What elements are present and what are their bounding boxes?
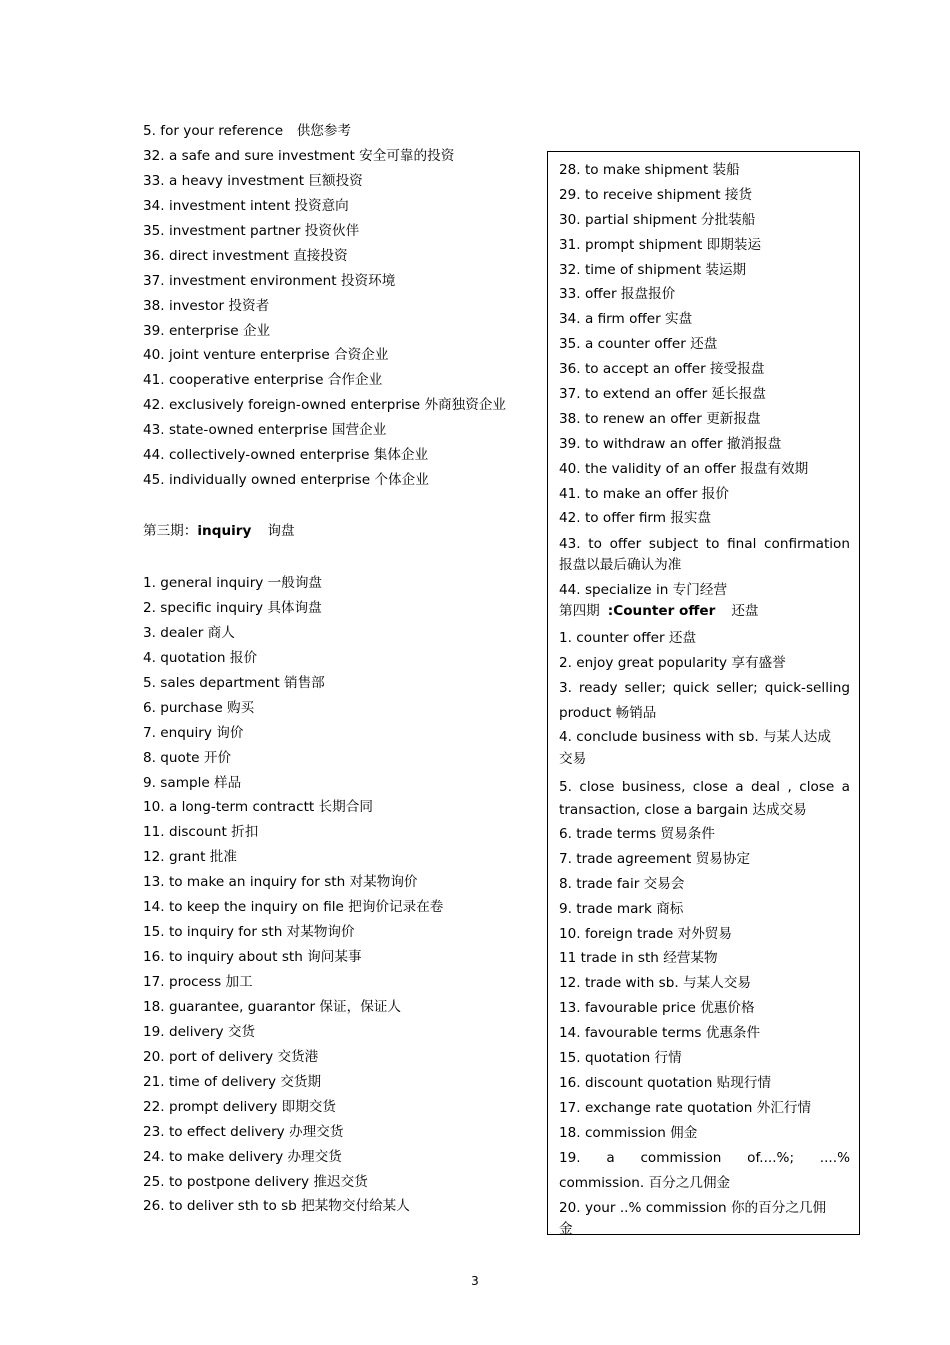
- vocab-item: 19. delivery 交货: [143, 1023, 256, 1040]
- vocab-item: 37. investment environment 投资环境: [143, 272, 396, 289]
- vocab-item-43-line2: 报盘以最后确认为准: [559, 557, 682, 574]
- vocab-item: 36. to accept an offer 接受报盘: [559, 361, 765, 378]
- vocab-item-43-line1: 43. to offer subject to final confirmation: [559, 536, 850, 553]
- right-vocab-list-2: [559, 624, 850, 676]
- vocab-item: 39. enterprise 企业: [143, 322, 271, 339]
- page-number: 3: [471, 1274, 479, 1288]
- vocab-item: 2. specific inquiry 具体询盘: [143, 599, 322, 616]
- vocab-item: 37. to extend an offer 延长报盘: [559, 386, 766, 403]
- left-vocab-list-1: [143, 119, 538, 493]
- section-heading-4: [559, 599, 850, 624]
- vocab-item: 1. counter offer 还盘: [559, 630, 697, 647]
- vocab-item-19-line1: 19. a commission of....%; ....%: [559, 1149, 850, 1166]
- vocab-item: 12. trade with sb. 与某人交易: [559, 975, 751, 992]
- vocab-item: 5. sales department 销售部: [143, 674, 325, 691]
- section-prefix: 第三期：: [143, 523, 198, 540]
- vocab-item: 40. the validity of an offer 报盘有效期: [559, 460, 809, 477]
- vocab-item: 31. prompt shipment 即期装运: [559, 236, 762, 253]
- vocab-item: 17. process 加工: [143, 974, 253, 990]
- vocab-item-4-line2: 交易: [559, 751, 587, 768]
- vocab-item: 38. to renew an offer 更新报盘: [559, 410, 761, 427]
- left-column: [143, 119, 538, 1219]
- vocab-item: 18. commission 佣金: [559, 1124, 698, 1141]
- vocab-item: 30. partial shipment 分批装船: [559, 211, 756, 228]
- vocab-item: 42. exclusively foreign-owned enterprise 外商独资企业: [143, 397, 507, 414]
- vocab-item-3: [559, 676, 850, 726]
- right-vocab-list-1: [559, 158, 850, 531]
- vocab-item-4-line1: 4. conclude business with sb. 与某人达成: [559, 729, 831, 746]
- section-title-en: :Counter offer: [607, 603, 716, 620]
- left-vocab-list-2: [143, 571, 538, 1219]
- vocab-item: 15. to inquiry for sth 对某物询价: [143, 924, 355, 941]
- vocab-item: 22. prompt delivery 即期交货: [143, 1098, 336, 1115]
- vocab-item: 15. quotation 行情: [559, 1050, 682, 1067]
- vocab-item: 16. discount quotation 贴现行情: [559, 1074, 772, 1091]
- vocab-item-5: [559, 770, 850, 822]
- vocab-item: 10. foreign trade 对外贸易: [559, 925, 732, 942]
- vocab-item-19: [559, 1146, 850, 1195]
- vocab-item: 33. offer 报盘报价: [559, 286, 676, 303]
- vocab-item: 43. state-owned enterprise 国营企业: [143, 422, 387, 439]
- vocab-item: 12. grant 批准: [143, 849, 237, 866]
- vocab-item: 20. port of delivery 交货港: [143, 1048, 319, 1065]
- vocab-item: 1. general inquiry 一般询盘: [143, 575, 323, 591]
- vocab-item-20: [559, 1195, 850, 1235]
- vocab-item: 38. investor 投资者: [143, 297, 270, 314]
- vocab-item: 33. a heavy investment 巨额投资: [143, 172, 363, 189]
- vocab-item: 32. time of shipment 装运期: [559, 261, 747, 278]
- vocab-item: 6. trade terms 贸易条件: [559, 826, 715, 843]
- vocab-item: 36. direct investment 直接投资: [143, 247, 348, 264]
- vocab-item: 28. to make shipment 装船: [559, 162, 740, 178]
- right-vocab-list-3: [559, 822, 850, 1146]
- vocab-item-19-line2: commission. 百分之几佣金: [559, 1174, 731, 1191]
- vocab-item: 14. to keep the inquiry on file 把询价记录在卷: [143, 899, 444, 916]
- vocab-item: 8. quote 开价: [143, 749, 232, 766]
- vocab-item: 7. enquiry 询价: [143, 724, 244, 741]
- vocab-item: 18. guarantee, guarantor 保证，保证人: [143, 998, 401, 1015]
- section-heading-3: [143, 519, 538, 544]
- vocab-item: 35. investment partner 投资伙伴: [143, 222, 360, 239]
- vocab-item: 10. a long-term contractt 长期合同: [143, 799, 373, 816]
- vocab-item: 34. investment intent 投资意向: [143, 197, 349, 214]
- vocab-item: 11. discount 折扣: [143, 824, 259, 841]
- vocab-item: 11 trade in sth 经营某物: [559, 950, 718, 967]
- vocab-item: 2. enjoy great popularity 享有盛誉: [559, 655, 786, 672]
- vocab-item: 7. trade agreement 贸易协定: [559, 850, 751, 867]
- vocab-item: 35. a counter offer 还盘: [559, 336, 718, 353]
- vocab-item: 6. purchase 购买: [143, 699, 255, 716]
- vocab-item: 34. a firm offer 实盘: [559, 311, 693, 328]
- vocab-item: 9. sample 样品: [143, 774, 242, 791]
- section-title-cn: 还盘: [731, 603, 759, 620]
- vocab-item: 23. to effect delivery 办理交货: [143, 1123, 344, 1140]
- vocab-item: 26. to deliver sth to sb 把某物交付给某人: [143, 1198, 410, 1215]
- vocab-item: 8. trade fair 交易会: [559, 875, 685, 892]
- vocab-item: 40. joint venture enterprise 合资企业: [143, 347, 389, 364]
- vocab-item: 5. for your reference 供您参考: [143, 123, 352, 139]
- vocab-item-4: [559, 726, 850, 770]
- vocab-item: 14. favourable terms 优惠条件: [559, 1025, 761, 1042]
- right-column-box: [547, 151, 860, 1235]
- vocab-item-20-line2: 金: [559, 1220, 573, 1235]
- vocab-item-3-line2: product 畅销品: [559, 705, 657, 722]
- vocab-item: 13. favourable price 优惠价格: [559, 1000, 755, 1017]
- right-column: [559, 158, 850, 1235]
- vocab-item-5-line2: transaction, close a bargain 达成交易: [559, 802, 807, 819]
- vocab-item: 32. a safe and sure investment 安全可靠的投资: [143, 147, 455, 164]
- vocab-item: 29. to receive shipment 接货: [559, 186, 753, 203]
- vocab-item: 3. dealer 商人: [143, 624, 235, 641]
- vocab-item: 4. quotation 报价: [143, 649, 258, 666]
- vocab-item: 41. to make an offer 报价: [559, 485, 729, 502]
- vocab-item: 17. exchange rate quotation 外汇行情: [559, 1099, 812, 1116]
- vocab-item: 9. trade mark 商标: [559, 900, 684, 917]
- vocab-item-5-line1: 5. close business, close a deal , close a: [559, 779, 850, 796]
- vocab-item-3-line1: 3. ready seller; quick seller; quick-selling: [559, 680, 850, 697]
- vocab-item: 25. to postpone delivery 推迟交货: [143, 1173, 368, 1190]
- vocab-item: 21. time of delivery 交货期: [143, 1073, 322, 1090]
- section-title-en: inquiry: [197, 523, 252, 540]
- vocab-item: 13. to make an inquiry for sth 对某物询价: [143, 874, 418, 891]
- vocab-item: 44. collectively-owned enterprise 集体企业: [143, 447, 429, 464]
- section-title-cn: 询盘: [267, 523, 295, 540]
- section-prefix: 第四期: [559, 603, 600, 620]
- vocab-item-44: 44. specialize in 专门经营: [559, 582, 728, 599]
- vocab-item: 41. cooperative enterprise 合作企业: [143, 372, 383, 389]
- vocab-item: 45. individually owned enterprise 个体企业: [143, 472, 429, 489]
- vocab-item: 16. to inquiry about sth 询问某事: [143, 949, 362, 966]
- vocab-item: 24. to make delivery 办理交货: [143, 1148, 342, 1165]
- vocab-item-43: [559, 531, 850, 575]
- vocab-item: 42. to offer firm 报实盘: [559, 510, 712, 527]
- vocab-item: 39. to withdraw an offer 撤消报盘: [559, 435, 782, 452]
- vocab-item-20-line1: 20. your ..% commission 你的百分之几佣: [559, 1199, 827, 1216]
